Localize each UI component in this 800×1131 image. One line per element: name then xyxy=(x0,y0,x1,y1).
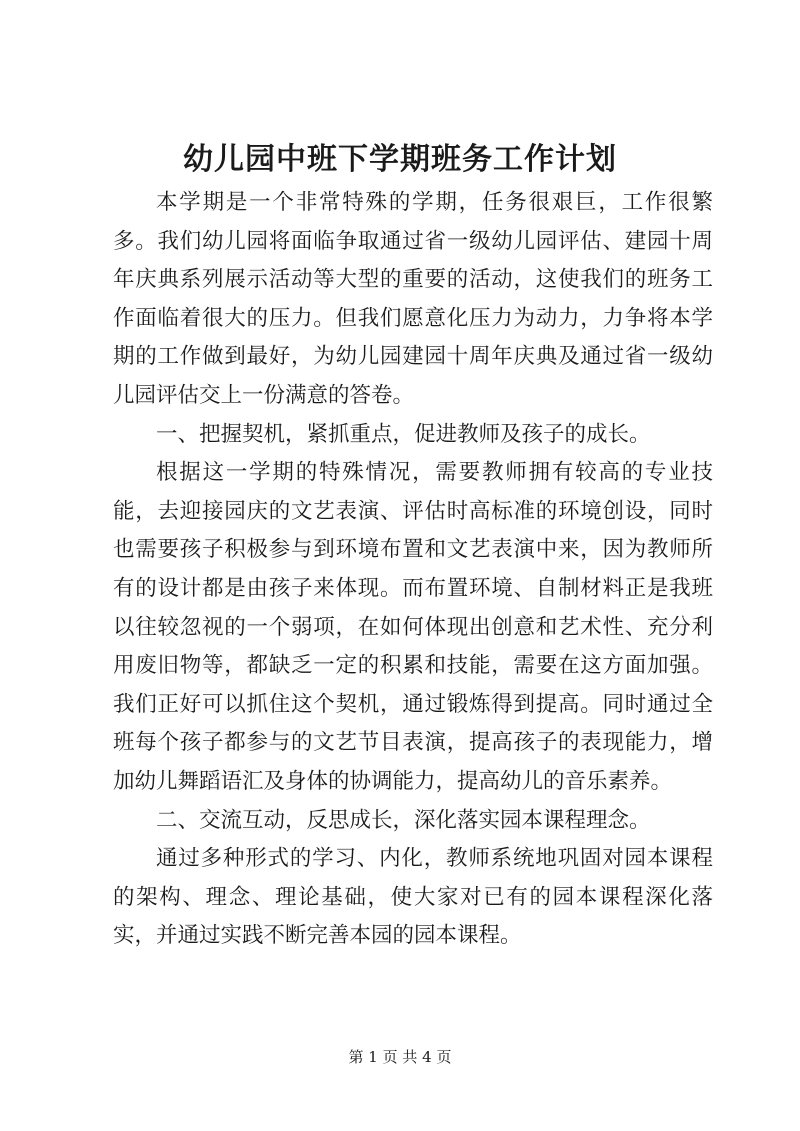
page-title: 幼儿园中班下学期班务工作计划 xyxy=(183,142,617,177)
paragraph-intro: 本学期是一个非常特殊的学期，任务很艰巨，工作很繁多。我们幼儿园将面临争取通过省一级幼儿园评估、建园十周年庆典系列展示活动等大型的重要的活动，这使我们的班务工作面临着很大的压力。但我们愿意化压力为动力，力争将本学期的工作做到最好，为幼儿园建园十周年庆典及通过省一级幼儿园评估交上一份满意的答卷。 xyxy=(113,190,713,408)
paragraph-section-1: 根据这一学期的特殊情况，需要教师拥有较高的专业技能，去迎接园庆的文艺表演、评估时高标准的环境创设，同时也需要孩子积极参与到环境布置和文艺表演中来，因为教师所有的设计都是由孩子来体现。而布置环境、自制材料正是我班以往较忽视的一个弱项，在如何体现出创意和艺术性、充分利用废旧物等，都缺乏一定的积累和技能，需要在这方面加强。我们正好可以抓住这个契机，通过锻炼得到提高。同时通过全班每个孩子都参与的文艺节目表演，提高孩子的表现能力，增加幼儿舞蹈语汇及身体的协调能力，提高幼儿的音乐素养。 xyxy=(113,460,713,794)
page-footer: 第 1 页 共 4 页 xyxy=(348,1048,452,1066)
section-heading-1: 一、把握契机，紧抓重点，促进教师及孩子的成长。 xyxy=(156,421,651,447)
paragraph-section-2: 通过多种形式的学习、内化，教师系统地巩固对园本课程的架构、理念、理论基础，使大家对已有的园本课程深化落实，并通过实践不断完善本园的园本课程。 xyxy=(113,846,713,949)
document-body xyxy=(113,184,713,956)
section-heading-2: 二、交流互动，反思成长，深化落实园本课程理念。 xyxy=(156,807,651,833)
